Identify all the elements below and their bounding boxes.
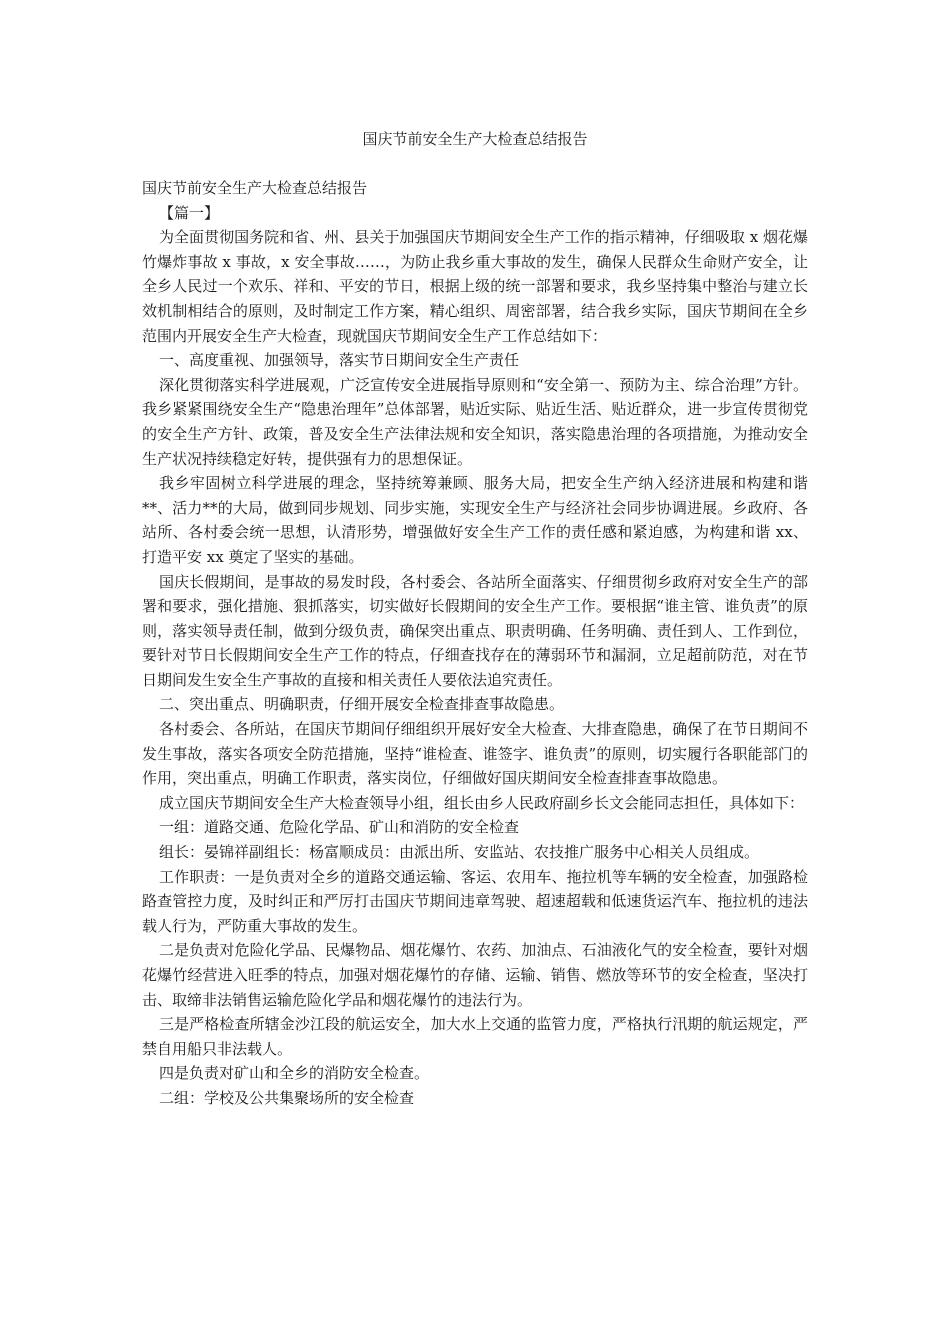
section-label: 【篇一】 xyxy=(159,203,220,222)
paragraph: 为全面贯彻国务院和省、州、县关于加强国庆节期间安全生产工作的指示精神，仔细吸取 x 烟花爆竹爆炸事故 x 事故，x 安全事故……，为防止我乡重大事故的发生，确保人民群众生命财产安全，让全乡人民过一个欢乐、祥和、平安的节日，根据上级的统一部署和要求，我乡坚持集中整治与建立长效机制相结合的原则，及时制定工作方案，精心组织、周密部署，结合我乡实际，国庆节期间在全乡范围内开展安全生产大检查，现就国庆节期间安全生产工作总结如下： xyxy=(142,228,808,345)
section-heading: 一、高度重视、加强领导，落实节日期间安全生产责任 xyxy=(159,351,520,370)
paragraph: 工作职责：一是负责对全乡的道路交通运输、客运、农用车、拖拉机等车辆的安全检查，加强路检路查管控力度，及时纠正和严厉打击国庆节期间违章驾驶、超速超载和低速货运汽车、拖拉机的违法载人行为，严防重大事故的发生。 xyxy=(142,867,808,935)
paragraph: 我乡牢固树立科学进展的理念，坚持统筹兼顾、服务大局，把安全生产纳入经济进展和构建和谐**、活力**的大局，做到同步规划、同步实施，实现安全生产与经济社会同步协调进展。乡政府、各站所、各村委会统一思想，认清形势，增强做好安全生产工作的责任感和紧迫感，为构建和谐 xx、打造平安 xx 奠定了坚实的基础。 xyxy=(142,474,808,566)
paragraph: 四是负责对矿山和全乡的消防安全检查。 xyxy=(159,1064,430,1083)
document-subtitle: 国庆节前安全生产大检查总结报告 xyxy=(142,179,368,197)
group-heading: 二组：学校及公共集聚场所的安全检查 xyxy=(159,1088,415,1107)
paragraph: 各村委会、各所站，在国庆节期间仔细组织开展好安全大检查、大排查隐患，确保了在节日期间不发生事故，落实各项安全防范措施，坚持“谁检查、谁签字、谁负责”的原则，切实履行各职能部门的作用，突出重点，明确工作职责，落实岗位，仔细做好国庆期间安全检查排查事故隐患。 xyxy=(142,720,808,788)
paragraph: 三是严格检查所辖金沙江段的航运安全，加大水上交通的监管力度，严格执行汛期的航运规定，严禁自用船只非法载人。 xyxy=(142,1015,808,1058)
document-body xyxy=(142,176,808,1111)
paragraph: 成立国庆节期间安全生产大检查领导小组，组长由乡人民政府副乡长文会能同志担任，具体如下： xyxy=(159,793,805,812)
group-heading: 一组：道路交通、危险化学品、矿山和消防的安全检查 xyxy=(159,818,520,837)
section-heading: 二、突出重点、明确职责，仔细开展安全检查排查事故隐患。 xyxy=(159,695,565,714)
paragraph: 组长：晏锦祥副组长：杨富顺成员：由派出所、安监站、农技推广服务中心相关人员组成。 xyxy=(159,843,760,862)
paragraph: 深化贯彻落实科学进展观，广泛宣传安全进展指导原则和“安全第一、预防为主、综合治理”方针。我乡紧紧围绕安全生产“隐患治理年”总体部署，贴近实际、贴近生活、贴近群众，进一步宣传贯彻党的安全生产方针、政策，普及安全生产法律法规和安全知识，落实隐患治理的各项措施，为推动安全生产状况持续稳定好转，提供强有力的思想保证。 xyxy=(142,375,808,468)
paragraph: 二是负责对危险化学品、民爆物品、烟花爆竹、农药、加油点、石油液化气的安全检查，要针对烟花爆竹经营进入旺季的特点，加强对烟花爆竹的存储、运输、销售、燃放等环节的安全检查，坚决打击、取缔非法销售运输危险化学品和烟花爆竹的违法行为。 xyxy=(142,941,808,1009)
paragraph: 国庆长假期间，是事故的易发时段，各村委会、各站所全面落实、仔细贯彻乡政府对安全生产的部署和要求，强化措施、狠抓落实，切实做好长假期间的安全生产工作。要根据“谁主管、谁负责”的原则，落实领导责任制，做到分级负责，确保突出重点、职责明确、任务明确、责任到人、工作到位，要针对节日长假期间安全生产工作的特点，仔细查找存在的薄弱环节和漏洞，立足超前防范，对在节日期间发生安全生产事故的直接和相关责任人要依法追究责任。 xyxy=(142,572,808,689)
document-title: 国庆节前安全生产大检查总结报告 xyxy=(362,130,588,148)
